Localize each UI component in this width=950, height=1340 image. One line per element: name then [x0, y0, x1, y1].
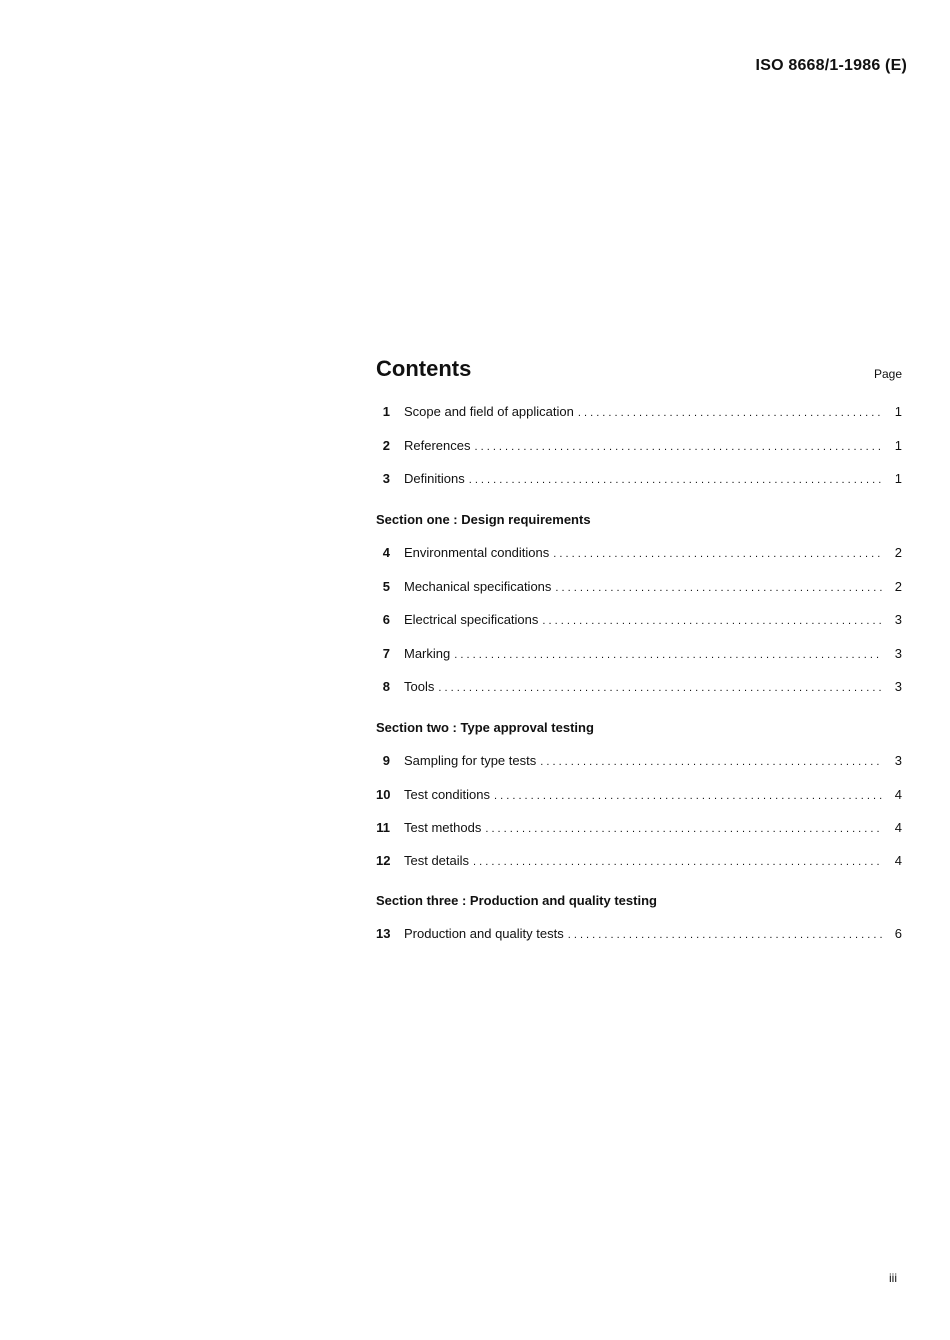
toc-entry-page: 4	[894, 820, 902, 835]
dot-leader	[553, 548, 882, 560]
toc-entry-number: 5	[382, 579, 390, 594]
toc-entry-page: 1	[894, 438, 902, 453]
toc-entry-title: Mechanical specifications	[404, 579, 552, 594]
toc-entry[interactable]	[376, 471, 902, 491]
toc-entry-title: Production and quality tests	[404, 926, 564, 941]
dot-leader	[454, 649, 882, 661]
toc-entry-title: Environmental conditions	[404, 545, 550, 560]
toc-entry-number: 2	[382, 438, 390, 453]
toc-entry-title: Marking	[404, 646, 451, 661]
dot-leader	[542, 615, 882, 627]
toc-entry[interactable]	[376, 404, 902, 424]
toc-entry-page: 1	[894, 471, 902, 486]
toc-entry[interactable]	[376, 820, 902, 840]
toc-entry[interactable]	[376, 438, 902, 458]
toc-entry-page: 4	[894, 787, 902, 802]
toc-entry-page: 1	[894, 404, 902, 419]
dot-leader	[568, 929, 882, 941]
toc-entry[interactable]	[376, 679, 902, 699]
toc-entry-page: 2	[894, 545, 902, 560]
toc-entry-title: Definitions	[404, 471, 465, 486]
toc-entry-title: Test details	[404, 853, 470, 868]
toc-entry-page: 4	[894, 853, 902, 868]
toc-entry-number: 10	[376, 787, 391, 802]
toc-entry-title: Test conditions	[404, 787, 490, 802]
toc-entry-number: 4	[382, 545, 390, 560]
contents-header	[376, 356, 902, 388]
toc-entry-page: 3	[894, 753, 902, 768]
toc-entry[interactable]	[376, 853, 902, 873]
page-column-label: Page	[873, 367, 902, 381]
section-heading: Section one : Design requirements	[376, 512, 591, 527]
contents-title: Contents	[376, 356, 472, 381]
toc-entry-title: Tools	[404, 679, 435, 694]
dot-leader	[485, 823, 882, 835]
toc-entry[interactable]	[376, 579, 902, 599]
toc-entry-number: 8	[382, 679, 390, 694]
toc-entry-title: Scope and field of application	[404, 404, 574, 419]
toc-entry-page: 6	[894, 926, 902, 941]
toc-entry-title: References	[404, 438, 471, 453]
dot-leader	[555, 582, 882, 594]
toc-entry-title: Sampling for type tests	[404, 753, 537, 768]
toc-entry-page: 3	[894, 612, 902, 627]
toc-entry-number: 7	[382, 646, 390, 661]
toc-entry-page: 2	[894, 579, 902, 594]
toc-entry-number: 11	[376, 820, 390, 835]
toc-entry-number: 6	[382, 612, 390, 627]
toc-entry-number: 12	[376, 853, 391, 868]
dot-leader	[438, 682, 882, 694]
toc-entry[interactable]	[376, 612, 902, 632]
toc-entry-number: 3	[382, 471, 390, 486]
toc-entry[interactable]	[376, 753, 902, 773]
toc-entry[interactable]	[376, 545, 902, 565]
section-heading: Section three : Production and quality testing	[376, 893, 657, 908]
dot-leader	[494, 790, 882, 802]
toc-entry-page: 3	[894, 679, 902, 694]
toc-entry-number: 9	[382, 753, 390, 768]
dot-leader	[473, 856, 882, 868]
page-folio: iii	[889, 1271, 897, 1285]
toc-entry[interactable]	[376, 646, 902, 666]
dot-leader	[578, 407, 882, 419]
toc-entry-page: 3	[894, 646, 902, 661]
toc-entry-number: 1	[382, 404, 390, 419]
toc-entry[interactable]	[376, 787, 902, 807]
toc-entry-number: 13	[376, 926, 391, 941]
toc-entry[interactable]	[376, 926, 902, 946]
dot-leader	[540, 756, 882, 768]
toc-entry-title: Electrical specifications	[404, 612, 539, 627]
toc-entry-title: Test methods	[404, 820, 482, 835]
section-heading: Section two : Type approval testing	[376, 720, 594, 735]
dot-leader	[474, 441, 882, 453]
dot-leader	[469, 474, 882, 486]
document-identifier: ISO 8668/1-1986 (E)	[755, 57, 907, 74]
